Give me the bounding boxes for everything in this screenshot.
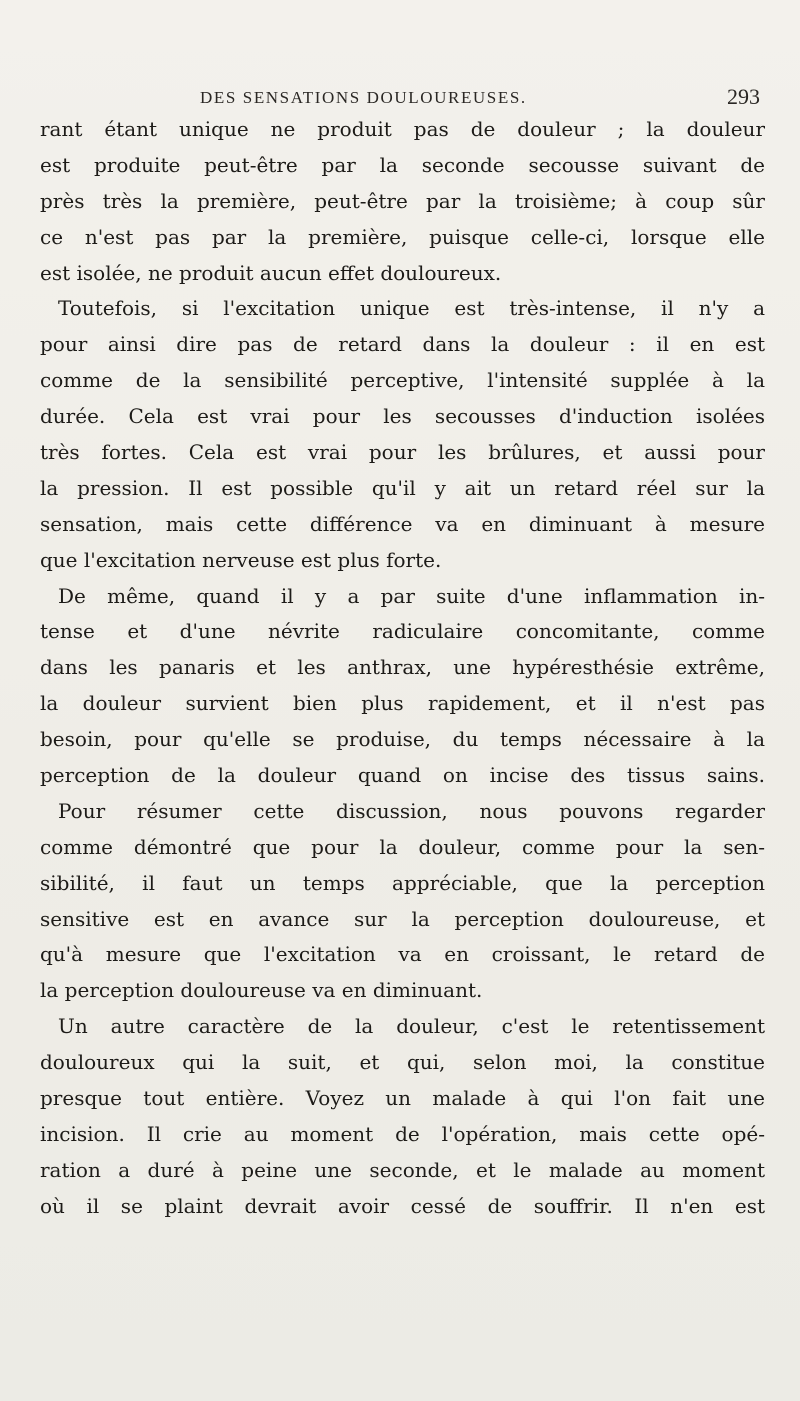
text-line: la pression. Il est possible qu'il y ait un retard réel sur la — [40, 475, 765, 500]
text-line: la perception douloureuse va en diminuant. — [40, 978, 483, 1003]
paragraph-first-line: De même, quand il y a par suite d'une inflammation in- — [58, 583, 765, 608]
text-line: pour ainsi dire pas de retard dans la douleur : il en est — [40, 332, 765, 357]
page-number: 293 — [727, 84, 760, 109]
text-line: dans les panaris et les anthrax, une hypéresthésie extrême, — [40, 655, 765, 680]
text-line: comme démontré que pour la douleur, comme pour la sen- — [40, 834, 765, 859]
text-line: sibilité, il faut un temps appréciable, que la perception — [40, 870, 765, 895]
text-line: ce n'est pas par la première, puisque celle-ci, lorsque elle — [40, 224, 765, 249]
text-line: douloureux qui la suit, et qui, selon moi, la constitue — [40, 1050, 765, 1075]
running-title: DES SENSATIONS DOULOUREUSES. — [200, 88, 527, 107]
text-line: incision. Il crie au moment de l'opération, mais cette opé- — [40, 1121, 765, 1146]
text-line: perception de la douleur quand on incise des tissus sains. — [40, 763, 765, 788]
running-head — [200, 84, 760, 110]
text-line: tense et d'une névrite radiculaire concomitante, comme — [40, 619, 765, 644]
body-text — [40, 112, 765, 1225]
text-line: durée. Cela est vrai pour les secousses d'induction isolées — [40, 404, 765, 429]
text-line: est produite peut-être par la seconde secousse suivant de — [40, 152, 765, 177]
text-line: près très la première, peut-être par la troisième; à coup sûr — [40, 188, 765, 213]
text-line: très fortes. Cela est vrai pour les brûlures, et aussi pour — [40, 440, 765, 465]
text-line: où il se plaint devrait avoir cessé de souffrir. Il n'en est — [40, 1193, 765, 1218]
text-line: sensitive est en avance sur la perception douloureuse, et — [40, 906, 765, 931]
text-line: besoin, pour qu'elle se produise, du temps nécessaire à la — [40, 727, 765, 752]
text-line: ration a duré à peine une seconde, et le malade au moment — [40, 1157, 765, 1182]
text-line: comme de la sensibilité perceptive, l'intensité supplée à la — [40, 368, 765, 393]
text-line: rant étant unique ne produit pas de douleur ; la douleur — [40, 117, 765, 141]
text-line: sensation, mais cette différence va en diminuant à mesure — [40, 511, 765, 536]
text-line: la douleur survient bien plus rapidement, et il n'est pas — [40, 691, 765, 716]
text-line: que l'excitation nerveuse est plus forte. — [40, 547, 442, 572]
paragraph-first-line: Pour résumer cette discussion, nous pouvons regarder — [58, 798, 765, 823]
paragraph-first-line: Un autre caractère de la douleur, c'est le retentissement — [58, 1014, 765, 1039]
text-line: est isolée, ne produit aucun effet douloureux. — [40, 260, 502, 285]
paragraph-first-line: Toutefois, si l'excitation unique est très-intense, il n'y a — [58, 296, 765, 321]
text-line: qu'à mesure que l'excitation va en croissant, le retard de — [40, 942, 765, 967]
text-line: presque tout entière. Voyez un malade à qui l'on fait une — [40, 1086, 765, 1111]
